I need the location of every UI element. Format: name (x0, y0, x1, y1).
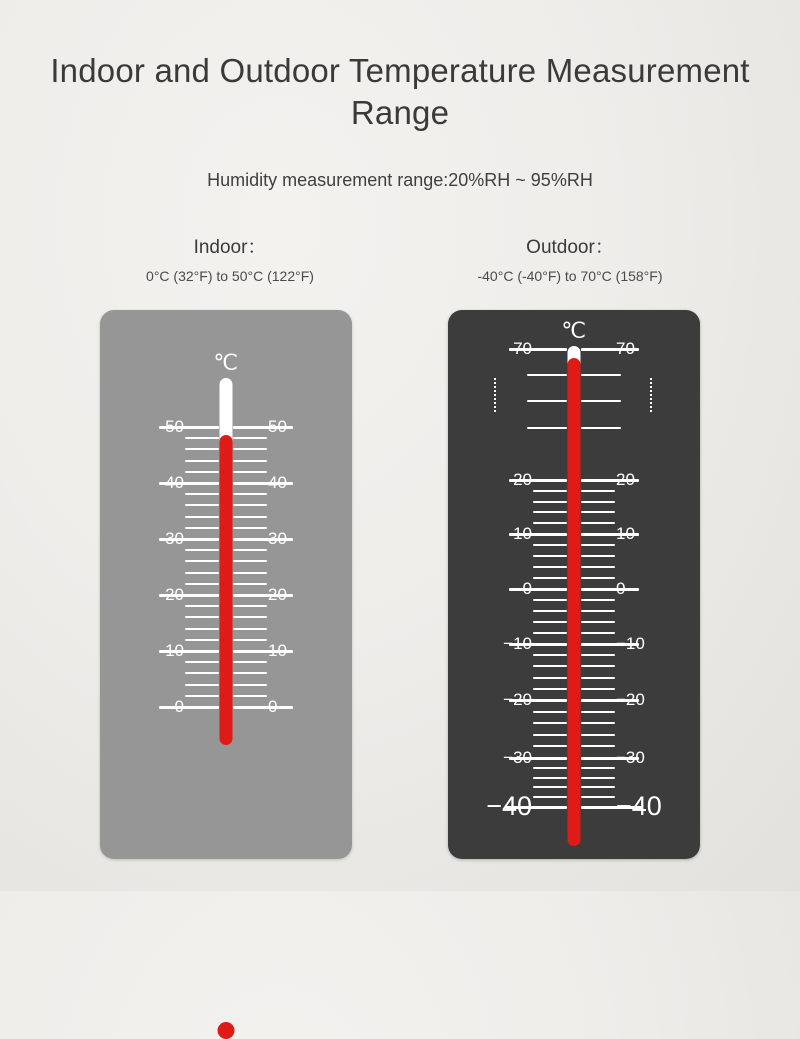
scale-label: 30 (268, 529, 287, 548)
tick-mark (581, 511, 615, 513)
tick-mark (533, 777, 567, 779)
page-title: Indoor and Outdoor Temperature Measurement Range (50, 52, 750, 131)
tick-mark (185, 460, 219, 462)
tick-mark (233, 695, 267, 697)
tick-mark (581, 688, 615, 690)
tick-mark (581, 522, 615, 524)
scale-label: 0 (522, 579, 532, 598)
tick-mark (185, 516, 219, 518)
tick-mark (581, 621, 615, 623)
tick-mark (533, 654, 567, 656)
tick-mark (533, 577, 567, 579)
tick-mark (233, 504, 267, 506)
indoor-bulb (218, 1022, 235, 1039)
scale-label: −10 (616, 634, 645, 653)
tick-mark (533, 566, 567, 568)
tick-mark (509, 588, 567, 591)
tick-mark (581, 734, 615, 736)
scale-label: −20 (503, 690, 532, 709)
tick-mark (185, 628, 219, 630)
tick-mark (185, 527, 219, 529)
tick-mark (233, 684, 267, 686)
scale-label: −10 (503, 634, 532, 653)
tick-mark (533, 610, 567, 612)
tick-mark (533, 734, 567, 736)
tick-mark (533, 632, 567, 634)
tick-mark (581, 490, 615, 492)
tick-mark (185, 672, 219, 674)
tick-mark (533, 511, 567, 513)
tick-mark (185, 661, 219, 663)
scale-label: 10 (268, 641, 287, 660)
tick-mark (533, 501, 567, 503)
tick-mark (581, 577, 615, 579)
indoor-label: Indoor： (193, 237, 267, 258)
humidity-range-subtitle: Humidity measurement range:20%RH ~ 95%RH (207, 170, 593, 190)
indoor-unit-label: ℃ (213, 350, 239, 375)
tick-mark (533, 621, 567, 623)
outdoor-range-text: -40°C (-40°F) to 70°C (158°F) (477, 268, 663, 284)
indoor-mercury-column (220, 435, 233, 745)
outdoor-thermometer (448, 310, 700, 859)
tick-mark (581, 767, 615, 769)
tick-mark (185, 616, 219, 618)
tick-mark (533, 745, 567, 747)
tick-mark (185, 684, 219, 686)
scale-label: 40 (165, 473, 184, 492)
tick-mark (581, 427, 621, 429)
tick-mark (533, 665, 567, 667)
tick-mark (233, 672, 267, 674)
tick-mark (233, 493, 267, 495)
tick-mark (233, 448, 267, 450)
tick-mark (581, 677, 615, 679)
tick-mark (581, 786, 615, 788)
tick-mark (533, 786, 567, 788)
outdoor-unit-label: ℃ (561, 318, 587, 343)
tick-mark (233, 460, 267, 462)
tick-mark (533, 796, 567, 798)
tick-mark (233, 661, 267, 663)
tick-mark (185, 471, 219, 473)
tick-mark (581, 555, 615, 557)
tick-mark (233, 572, 267, 574)
tick-mark (233, 549, 267, 551)
tick-mark (533, 555, 567, 557)
scale-label: −20 (616, 690, 645, 709)
tick-mark (527, 400, 567, 402)
tick-mark (581, 610, 615, 612)
tick-mark (533, 522, 567, 524)
outdoor-label: Outdoor： (526, 237, 614, 258)
tick-mark (185, 504, 219, 506)
scale-label: 20 (513, 470, 532, 489)
tick-mark (233, 639, 267, 641)
scale-label: 20 (165, 585, 184, 604)
tick-mark (581, 777, 615, 779)
tick-mark (533, 688, 567, 690)
tick-mark (533, 767, 567, 769)
tick-mark (533, 722, 567, 724)
tick-mark (185, 639, 219, 641)
scale-label: 0 (174, 697, 184, 716)
scale-label: 40 (268, 473, 287, 492)
tick-mark (233, 560, 267, 562)
tick-mark (581, 400, 621, 402)
tick-mark (581, 544, 615, 546)
tick-mark (185, 572, 219, 574)
scale-label: 20 (268, 585, 287, 604)
tick-mark (581, 374, 621, 376)
tick-mark (581, 665, 615, 667)
tick-mark (185, 549, 219, 551)
tick-mark (581, 722, 615, 724)
outdoor-caption (400, 232, 740, 284)
scale-label: 30 (165, 529, 184, 548)
scale-label: 20 (616, 470, 635, 489)
scale-label: −40 (616, 791, 662, 821)
scale-label: 0 (616, 579, 626, 598)
scale-label: 0 (268, 697, 278, 716)
scale-label: 10 (513, 524, 532, 543)
tick-mark (581, 745, 615, 747)
scale-label: 10 (165, 641, 184, 660)
tick-mark (533, 490, 567, 492)
scale-label: 50 (165, 417, 184, 436)
indoor-thermometer (100, 310, 352, 859)
tick-mark (533, 677, 567, 679)
indoor-caption (60, 232, 400, 284)
tick-mark (233, 527, 267, 529)
tick-mark (233, 516, 267, 518)
tick-mark (185, 493, 219, 495)
tick-mark (233, 616, 267, 618)
tick-mark (233, 471, 267, 473)
tick-mark (233, 706, 293, 709)
indoor-range-text: 0°C (32°F) to 50°C (122°F) (146, 268, 314, 284)
scale-label: −30 (503, 748, 532, 767)
tick-mark (581, 711, 615, 713)
tick-mark (185, 583, 219, 585)
tick-mark (527, 374, 567, 376)
tick-mark (581, 501, 615, 503)
tick-mark (233, 628, 267, 630)
tick-mark (581, 599, 615, 601)
tick-mark (185, 695, 219, 697)
tick-mark (527, 427, 567, 429)
tick-mark (581, 632, 615, 634)
tick-mark (185, 437, 219, 439)
scale-label: −40 (486, 791, 532, 821)
tick-mark (533, 544, 567, 546)
axis-break-dots (650, 378, 652, 412)
tick-mark (233, 605, 267, 607)
tick-mark (233, 437, 267, 439)
tick-mark (185, 448, 219, 450)
scale-label: −30 (616, 748, 645, 767)
tick-mark (185, 605, 219, 607)
tick-mark (233, 583, 267, 585)
tick-mark (533, 711, 567, 713)
tick-mark (581, 588, 639, 591)
tick-mark (159, 706, 219, 709)
tick-mark (581, 796, 615, 798)
scale-label: 70 (513, 339, 532, 358)
outdoor-mercury-column (568, 358, 581, 846)
axis-break-dots (494, 378, 496, 412)
scale-label: 10 (616, 524, 635, 543)
tick-mark (185, 560, 219, 562)
tick-mark (533, 599, 567, 601)
scale-label: 50 (268, 417, 287, 436)
tick-mark (581, 654, 615, 656)
scale-label: 70 (616, 339, 635, 358)
tick-mark (581, 566, 615, 568)
